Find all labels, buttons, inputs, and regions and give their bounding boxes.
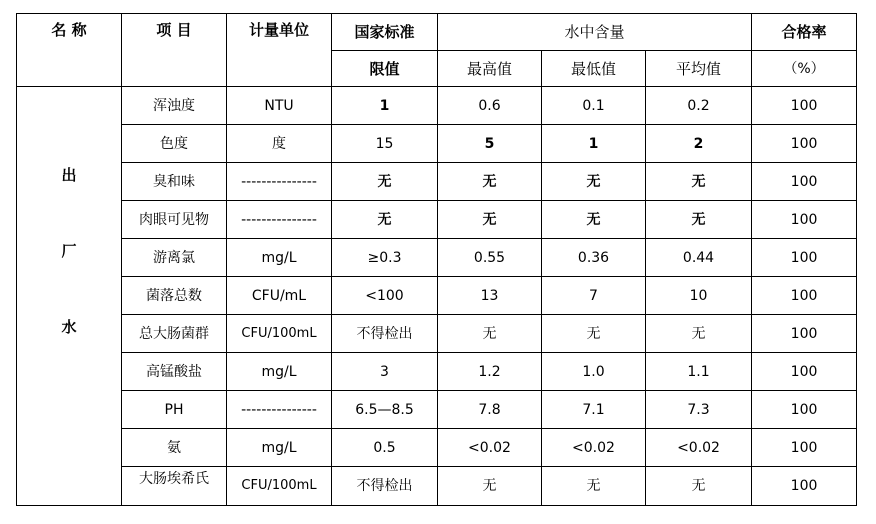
water-quality-table (16, 13, 857, 506)
header-max: 最高值 (438, 51, 542, 87)
row-standard: ≥0.3 (332, 239, 438, 277)
row-standard: 1 (332, 87, 438, 125)
row-standard: <100 (332, 277, 438, 315)
row-standard: 3 (332, 353, 438, 391)
row-unit: CFU/100mL (227, 315, 332, 353)
header-pass-rate: 合格率 (752, 14, 857, 51)
header-standard-line1: 国家标准 (332, 14, 438, 51)
table-row (17, 87, 857, 125)
row-max: 无 (438, 163, 542, 201)
row-rate: 100 (752, 201, 857, 239)
row-avg: 无 (646, 467, 752, 506)
row-rate: 100 (752, 239, 857, 277)
row-rate: 100 (752, 125, 857, 163)
name-char: 出 (61, 166, 77, 184)
row-avg: 2 (646, 125, 752, 163)
row-max: 无 (438, 201, 542, 239)
row-standard: 15 (332, 125, 438, 163)
table-row (17, 391, 857, 429)
row-min: 无 (542, 163, 646, 201)
row-unit: --------------- (227, 163, 332, 201)
row-rate: 100 (752, 429, 857, 467)
row-item: 肉眼可见物 (122, 201, 227, 239)
row-unit: mg/L (227, 353, 332, 391)
row-rate: 100 (752, 467, 857, 506)
row-item: 游离氯 (122, 239, 227, 277)
table-row (17, 125, 857, 163)
row-item: 总大肠菌群 (122, 315, 227, 353)
row-unit: CFU/100mL (227, 467, 332, 506)
row-max: 7.8 (438, 391, 542, 429)
row-standard: 不得检出 (332, 315, 438, 353)
row-min: <0.02 (542, 429, 646, 467)
row-max: 5 (438, 125, 542, 163)
table-row (17, 163, 857, 201)
header-min: 最低值 (542, 51, 646, 87)
row-rate: 100 (752, 353, 857, 391)
name-char: 水 (61, 318, 77, 336)
table-row (17, 429, 857, 467)
name-char: 厂 (61, 242, 77, 260)
row-unit: --------------- (227, 201, 332, 239)
header-name: 名 称 (17, 14, 122, 87)
row-avg: 0.2 (646, 87, 752, 125)
row-avg: 10 (646, 277, 752, 315)
row-unit: CFU/mL (227, 277, 332, 315)
table-row (17, 315, 857, 353)
row-avg: <0.02 (646, 429, 752, 467)
row-item: 臭和味 (122, 163, 227, 201)
row-max: 无 (438, 315, 542, 353)
row-max: 13 (438, 277, 542, 315)
row-max: <0.02 (438, 429, 542, 467)
row-standard: 6.5—8.5 (332, 391, 438, 429)
table-row (17, 467, 857, 506)
row-standard: 无 (332, 201, 438, 239)
header-pass-rate-unit: （%） (752, 51, 857, 87)
row-rate: 100 (752, 391, 857, 429)
row-standard: 无 (332, 163, 438, 201)
header-item: 项 目 (122, 14, 227, 87)
row-standard: 不得检出 (332, 467, 438, 506)
header-avg: 平均值 (646, 51, 752, 87)
row-min: 无 (542, 201, 646, 239)
row-max: 1.2 (438, 353, 542, 391)
row-item: 浑浊度 (122, 87, 227, 125)
row-item: 大肠埃希氏 (122, 467, 227, 506)
table-row (17, 239, 857, 277)
row-min: 1.0 (542, 353, 646, 391)
row-min: 0.36 (542, 239, 646, 277)
row-min: 1 (542, 125, 646, 163)
row-unit: 度 (227, 125, 332, 163)
row-rate: 100 (752, 277, 857, 315)
row-unit: NTU (227, 87, 332, 125)
row-max: 0.55 (438, 239, 542, 277)
row-avg: 0.44 (646, 239, 752, 277)
row-avg: 无 (646, 315, 752, 353)
table-row (17, 277, 857, 315)
row-rate: 100 (752, 87, 857, 125)
table-row (17, 353, 857, 391)
table-row (17, 201, 857, 239)
row-min: 无 (542, 315, 646, 353)
row-max: 0.6 (438, 87, 542, 125)
row-standard: 0.5 (332, 429, 438, 467)
row-avg: 无 (646, 201, 752, 239)
row-item: 菌落总数 (122, 277, 227, 315)
row-min: 无 (542, 467, 646, 506)
header-standard-line2: 限值 (332, 51, 438, 87)
row-item: 氨 (122, 429, 227, 467)
row-max: 无 (438, 467, 542, 506)
row-item: 色度 (122, 125, 227, 163)
row-avg: 无 (646, 163, 752, 201)
row-unit: mg/L (227, 239, 332, 277)
row-rate: 100 (752, 163, 857, 201)
row-rate: 100 (752, 315, 857, 353)
row-item: PH (122, 391, 227, 429)
header-unit: 计量单位 (227, 14, 332, 87)
row-item: 高锰酸盐 (122, 353, 227, 391)
row-min: 7 (542, 277, 646, 315)
row-unit: mg/L (227, 429, 332, 467)
header-row-1 (17, 14, 857, 51)
row-unit: --------------- (227, 391, 332, 429)
row-min: 7.1 (542, 391, 646, 429)
row-avg: 7.3 (646, 391, 752, 429)
name-cell (17, 87, 122, 506)
row-avg: 1.1 (646, 353, 752, 391)
header-water-content: 水中含量 (438, 14, 752, 51)
row-min: 0.1 (542, 87, 646, 125)
